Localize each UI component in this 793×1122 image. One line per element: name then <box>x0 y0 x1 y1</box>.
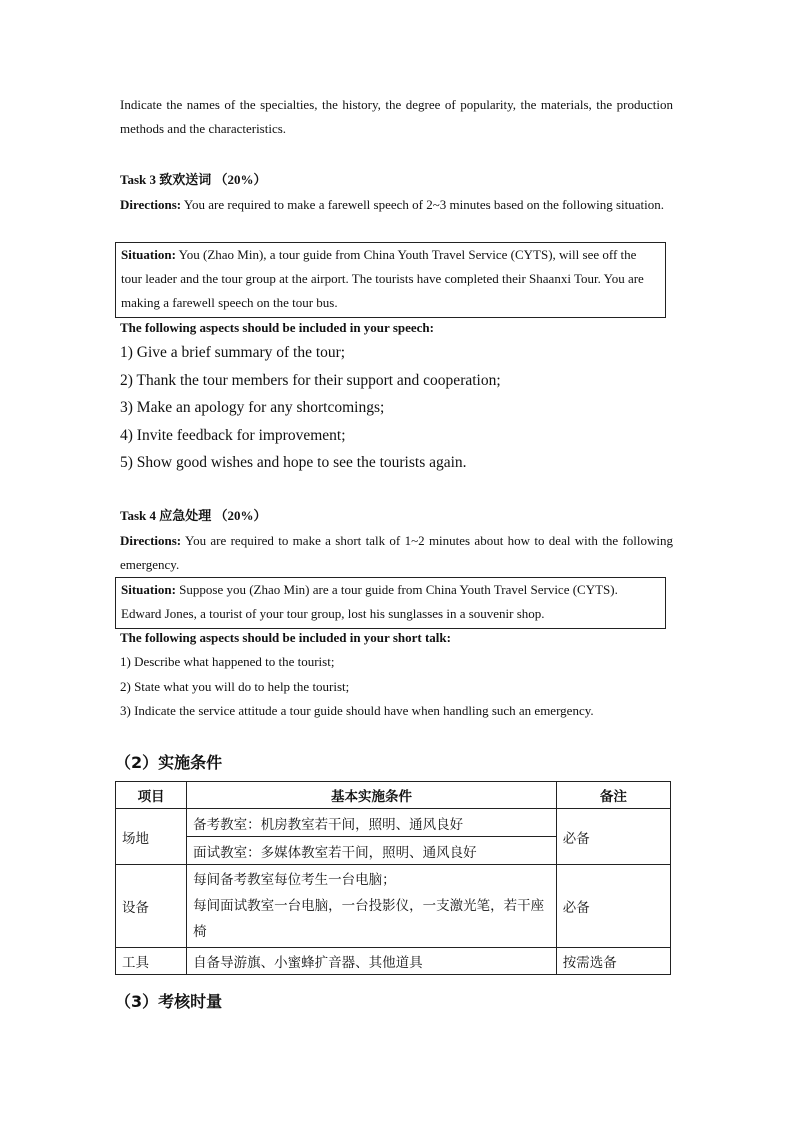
conditions-table <box>115 781 671 975</box>
row-condition-cell <box>187 865 557 948</box>
task3-directions <box>120 193 673 217</box>
list-item: 5) Show good wishes and hope to see the tourists again. <box>120 454 467 471</box>
task4-aspects-heading: The following aspects should be included in your short talk: <box>120 630 451 645</box>
table-row <box>116 948 671 975</box>
list-item: 4) Invite feedback for improvement; <box>120 426 346 444</box>
task4-directions <box>120 529 673 577</box>
row-condition: 每间面试教室一台电脑，一台投影仪，一支激光笔，若干座椅 <box>193 898 545 940</box>
task4-heading: Task 4 应急处理 （20%） <box>120 508 267 523</box>
row-condition: 面试教室：多媒体教室若干间，照明、通风良好 <box>187 837 557 865</box>
header-conditions: 基本实施条件 <box>187 782 557 809</box>
section2-heading: （2）实施条件 <box>115 753 223 772</box>
row-note: 必备 <box>556 865 670 948</box>
situation-text: Suppose you (Zhao Min) are a tour guide from China Youth Travel Service (CYTS). Edward Jones, a tourist of your tour group, lost his sunglasses in a souvenir shop. <box>121 582 618 621</box>
list-item: 1) Describe what happened to the tourist; <box>120 654 335 669</box>
header-note: 备注 <box>556 782 670 809</box>
task3-aspects-heading: The following aspects should be included in your speech: <box>120 320 434 335</box>
task3-aspects-list <box>120 339 673 477</box>
table-row <box>116 865 671 948</box>
task3-situation-box <box>115 242 666 318</box>
directions-text: You are required to make a short talk of 1~2 minutes about how to deal with the following emergency. <box>120 533 673 572</box>
list-item: 1) Give a brief summary of the tour; <box>120 344 346 361</box>
task4-aspects-list <box>120 650 673 724</box>
row-note: 必备 <box>556 809 670 865</box>
row-note: 按需选备 <box>556 948 670 975</box>
task3-heading: Task 3 致欢送词 （20%） <box>120 172 267 187</box>
directions-label: Directions: <box>120 197 182 212</box>
row-item: 场地 <box>116 809 187 865</box>
table-header-row <box>116 782 671 809</box>
task4-situation-box <box>115 577 666 629</box>
list-item: 2) Thank the tour members for their support and cooperation; <box>120 371 501 389</box>
row-condition: 备考教室：机房教室若干间，照明、通风良好 <box>187 809 557 837</box>
section3-heading: （3）考核时量 <box>115 992 223 1011</box>
intro-paragraph: Indicate the names of the specialties, the history, the degree of popularity, the materials, the production methods and the characteristics. <box>120 97 673 136</box>
table-row <box>116 809 671 837</box>
list-item: 3) Make an apology for any shortcomings; <box>120 399 385 416</box>
row-item: 设备 <box>116 865 187 948</box>
situation-text: You (Zhao Min), a tour guide from China Youth Travel Service (CYTS), will see off the tour leader and the tour group at the airport. The tourists have completed their Shaanxi Tour. You are making a farewell speech on the tour bus. <box>121 247 644 310</box>
row-item: 工具 <box>116 948 187 975</box>
list-item: 2) State what you will do to help the tourist; <box>120 678 350 694</box>
row-condition: 自备导游旗、小蜜蜂扩音器、其他道具 <box>187 948 557 975</box>
directions-text: You are required to make a farewell speech of 2~3 minutes based on the following situation. <box>181 197 664 212</box>
row-condition: 每间备考教室每位考生一台电脑； <box>193 872 396 888</box>
situation-label: Situation: <box>121 247 176 262</box>
list-item: 3) Indicate the service attitude a tour guide should have when handling such an emergency. <box>120 703 594 718</box>
directions-label: Directions: <box>120 533 182 548</box>
situation-label: Situation: <box>121 582 176 597</box>
header-item: 项目 <box>116 782 187 809</box>
